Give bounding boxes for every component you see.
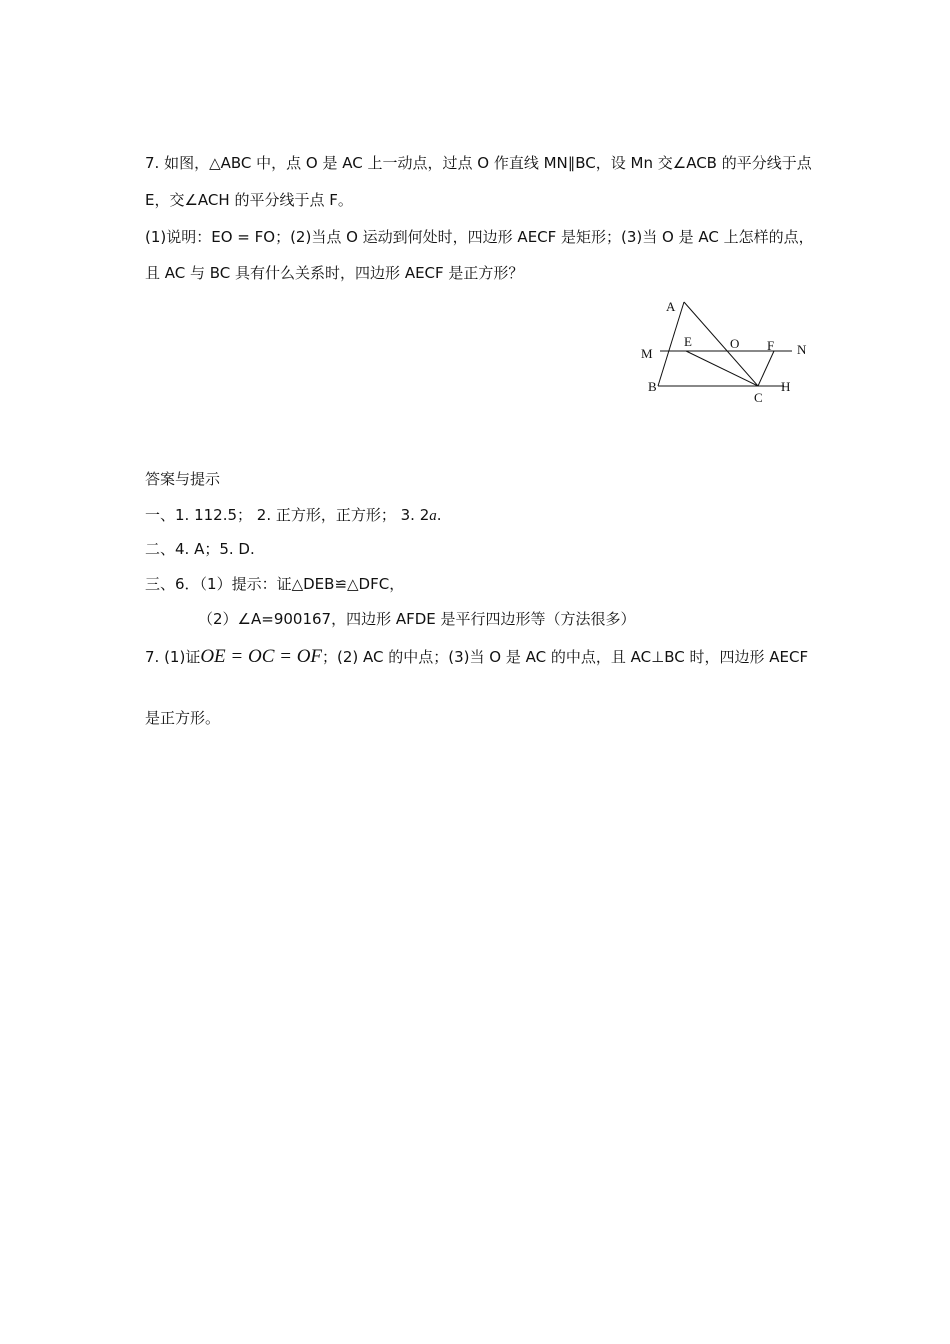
segment-ac: [684, 302, 758, 386]
answer-line-5-post: ；(2) AC 的中点；(3)当 O 是 AC 的中点，且 AC⊥BC 时，四边形 AECF: [322, 648, 809, 666]
answer-line-1-var: a: [429, 508, 437, 524]
label-n: N: [797, 342, 807, 357]
label-m: M: [641, 346, 653, 361]
answer-line-5: [145, 646, 808, 668]
problem-line-3: (1)说明：EO = FO；(2)当点 O 运动到何处时，四边形 AECF 是矩形；(3)当 O 是 AC 上怎样的点，: [145, 228, 814, 246]
answer-line-1: [145, 504, 442, 527]
answer-line-3: 三、6．（1）提示：证△DEB≌△DFC，: [145, 575, 405, 593]
answer-line-5-pre: 7. (1)证: [145, 648, 201, 666]
answer-line-4: （2）∠A=900167，四边形 AFDE 是平行四边形等（方法很多）: [198, 610, 636, 628]
segment-fc: [758, 351, 774, 386]
label-a: A: [666, 299, 676, 314]
label-b: B: [648, 379, 657, 394]
label-o: O: [730, 336, 740, 351]
geometry-figure: [636, 296, 816, 408]
segment-ec: [686, 351, 758, 386]
problem-line-2: E，交∠ACH 的平分线于点 F。: [145, 191, 353, 209]
answers-heading: 答案与提示: [145, 470, 221, 488]
segment-ab: [658, 302, 684, 386]
answer-line-1-text: 一、1. 112.5； 2. 正方形，正方形； 3. 2: [145, 506, 430, 524]
label-e: E: [684, 334, 692, 349]
label-f: F: [767, 338, 775, 353]
label-c: C: [754, 390, 763, 405]
answer-line-2: 二、4. A；5. D.: [145, 540, 255, 558]
answer-line-1-end: .: [436, 506, 442, 524]
answer-line-6: 是正方形。: [145, 709, 221, 727]
answer-formula: OE = OC = OF: [200, 646, 323, 667]
problem-line-1: 7. 如图，△ABC 中，点 O 是 AC 上一动点，过点 O 作直线 MN∥BC，设 Mn 交∠ACB 的平分线于点: [145, 154, 812, 172]
label-h: H: [781, 379, 791, 394]
problem-line-4: 且 AC 与 BC 具有什么关系时，四边形 AECF 是正方形？: [145, 264, 524, 282]
